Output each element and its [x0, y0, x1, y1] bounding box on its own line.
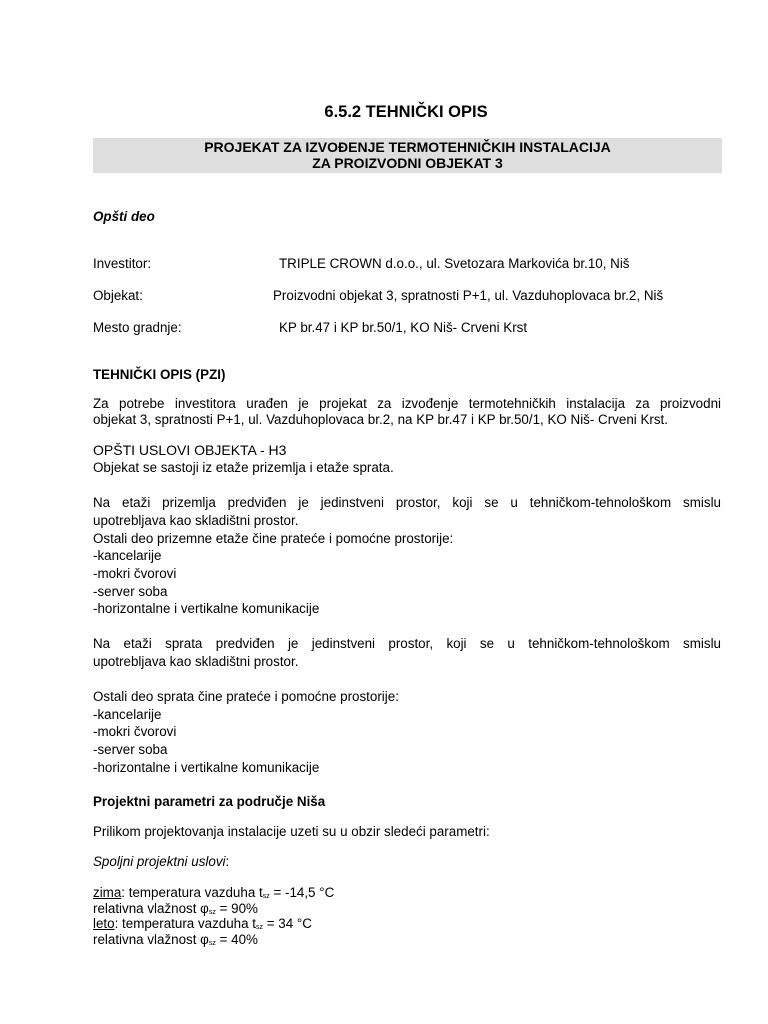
ground-line-2: upotrebljava kao skladištni prostor.	[93, 513, 299, 528]
list-item: -horizontalne i vertikalne komunikacije	[93, 601, 320, 616]
winter-rh-value: = 90%	[215, 901, 258, 916]
winter-temp-line	[93, 884, 334, 901]
list-item: -mokri čvorovi	[93, 724, 177, 739]
list-item: -server soba	[93, 742, 168, 757]
subscript-sz: sz	[262, 893, 270, 900]
outdoor-heading-colon: :	[225, 854, 230, 869]
summer-label: leto	[93, 916, 115, 931]
general-heading: Opšti deo	[93, 209, 155, 224]
summer-rh-value: = 40%	[215, 932, 258, 947]
summer-temp-line	[93, 915, 312, 932]
list-item: -kancelarije	[93, 548, 162, 563]
outdoor-heading	[93, 853, 229, 870]
location-label: Mesto gradnje:	[93, 320, 182, 335]
floor-line-2: upotrebljava kao skladištni prostor.	[93, 654, 299, 669]
list-item: -horizontalne i vertikalne komunikacije	[93, 760, 320, 775]
banner-line-1: PROJEKAT ZA IZVOĐENJE TERMOTEHNIČKIH INSTALACIJA	[204, 139, 611, 155]
floor-rest: Ostali deo sprata čine prateće i pomoćne prostorije:	[93, 689, 399, 704]
subscript-sz: sz	[208, 909, 216, 916]
subscript-sz: sz	[208, 940, 216, 947]
ground-rest: Ostali deo prizemne etaže čine prateće i pomoćne prostorije:	[93, 531, 454, 546]
winter-temp-value: = -14,5 °C	[269, 885, 335, 900]
summer-temp-text: : temperatura vazduha t	[114, 916, 257, 931]
winter-rh-text: relativna vlažnost φ	[93, 901, 209, 916]
subscript-sz: sz	[256, 924, 264, 931]
outdoor-heading-text: Spoljni projektni uslovi	[93, 854, 226, 869]
page-title: 6.5.2 TEHNIČKI OPIS	[324, 103, 488, 121]
list-item: -kancelarije	[93, 707, 162, 722]
location-value: KP br.47 i KP br.50/1, KO Niš- Crveni Krst	[279, 320, 528, 335]
params-intro: Prilikom projektovanja instalacije uzeti su u obzir sledeći parametri:	[93, 824, 490, 839]
intro-line-2: objekat 3, spratnosti P+1, ul. Vazduhoplovaca br.2, na KP br.47 i KP br.50/1, KO Niš- Crveni Krst.	[93, 412, 668, 427]
title-banner	[93, 138, 722, 173]
winter-temp-text: : temperatura vazduha t	[121, 885, 263, 900]
banner-line-2: ZA PROIZVODNI OBJEKAT 3	[312, 155, 503, 171]
ground-line-1: Na etaži prizemlja predviđen je jedinstveni prostor, koji se u tehničkom-tehnološkom smislu	[93, 495, 721, 510]
intro-line-1: Za potrebe investitora urađen je projekat za izvođenje termotehničkih instalacija za proizvodni	[93, 396, 721, 411]
list-item: -mokri čvorovi	[93, 566, 177, 581]
investor-label: Investitor:	[93, 256, 152, 271]
object-value: Proizvodni objekat 3, spratnosti P+1, ul. Vazduhoplovaca br.2, Niš	[273, 288, 664, 303]
summer-rh-text: relativna vlažnost φ	[93, 932, 209, 947]
investor-value: TRIPLE CROWN d.o.o., ul. Svetozara Markovića br.10, Niš	[279, 256, 630, 271]
params-heading: Projektni parametri za područje Niša	[93, 794, 326, 809]
list-item: -server soba	[93, 584, 168, 599]
conditions-text: Objekat se sastoji iz etaže prizemlja i etaže sprata.	[93, 460, 394, 475]
floor-line-1: Na etaži sprata predviđen je jedinstveni prostor, koji se u tehničkom-tehnološkom smislu	[93, 636, 721, 651]
object-label: Objekat:	[93, 288, 143, 303]
winter-label: zima	[93, 885, 122, 900]
summer-temp-value: = 34 °C	[263, 916, 312, 931]
summer-rh-line	[93, 931, 258, 948]
conditions-heading: OPŠTI USLOVI OBJEKTA - H3	[93, 442, 287, 458]
tech-heading: TEHNIČKI OPIS (PZI)	[93, 367, 226, 382]
